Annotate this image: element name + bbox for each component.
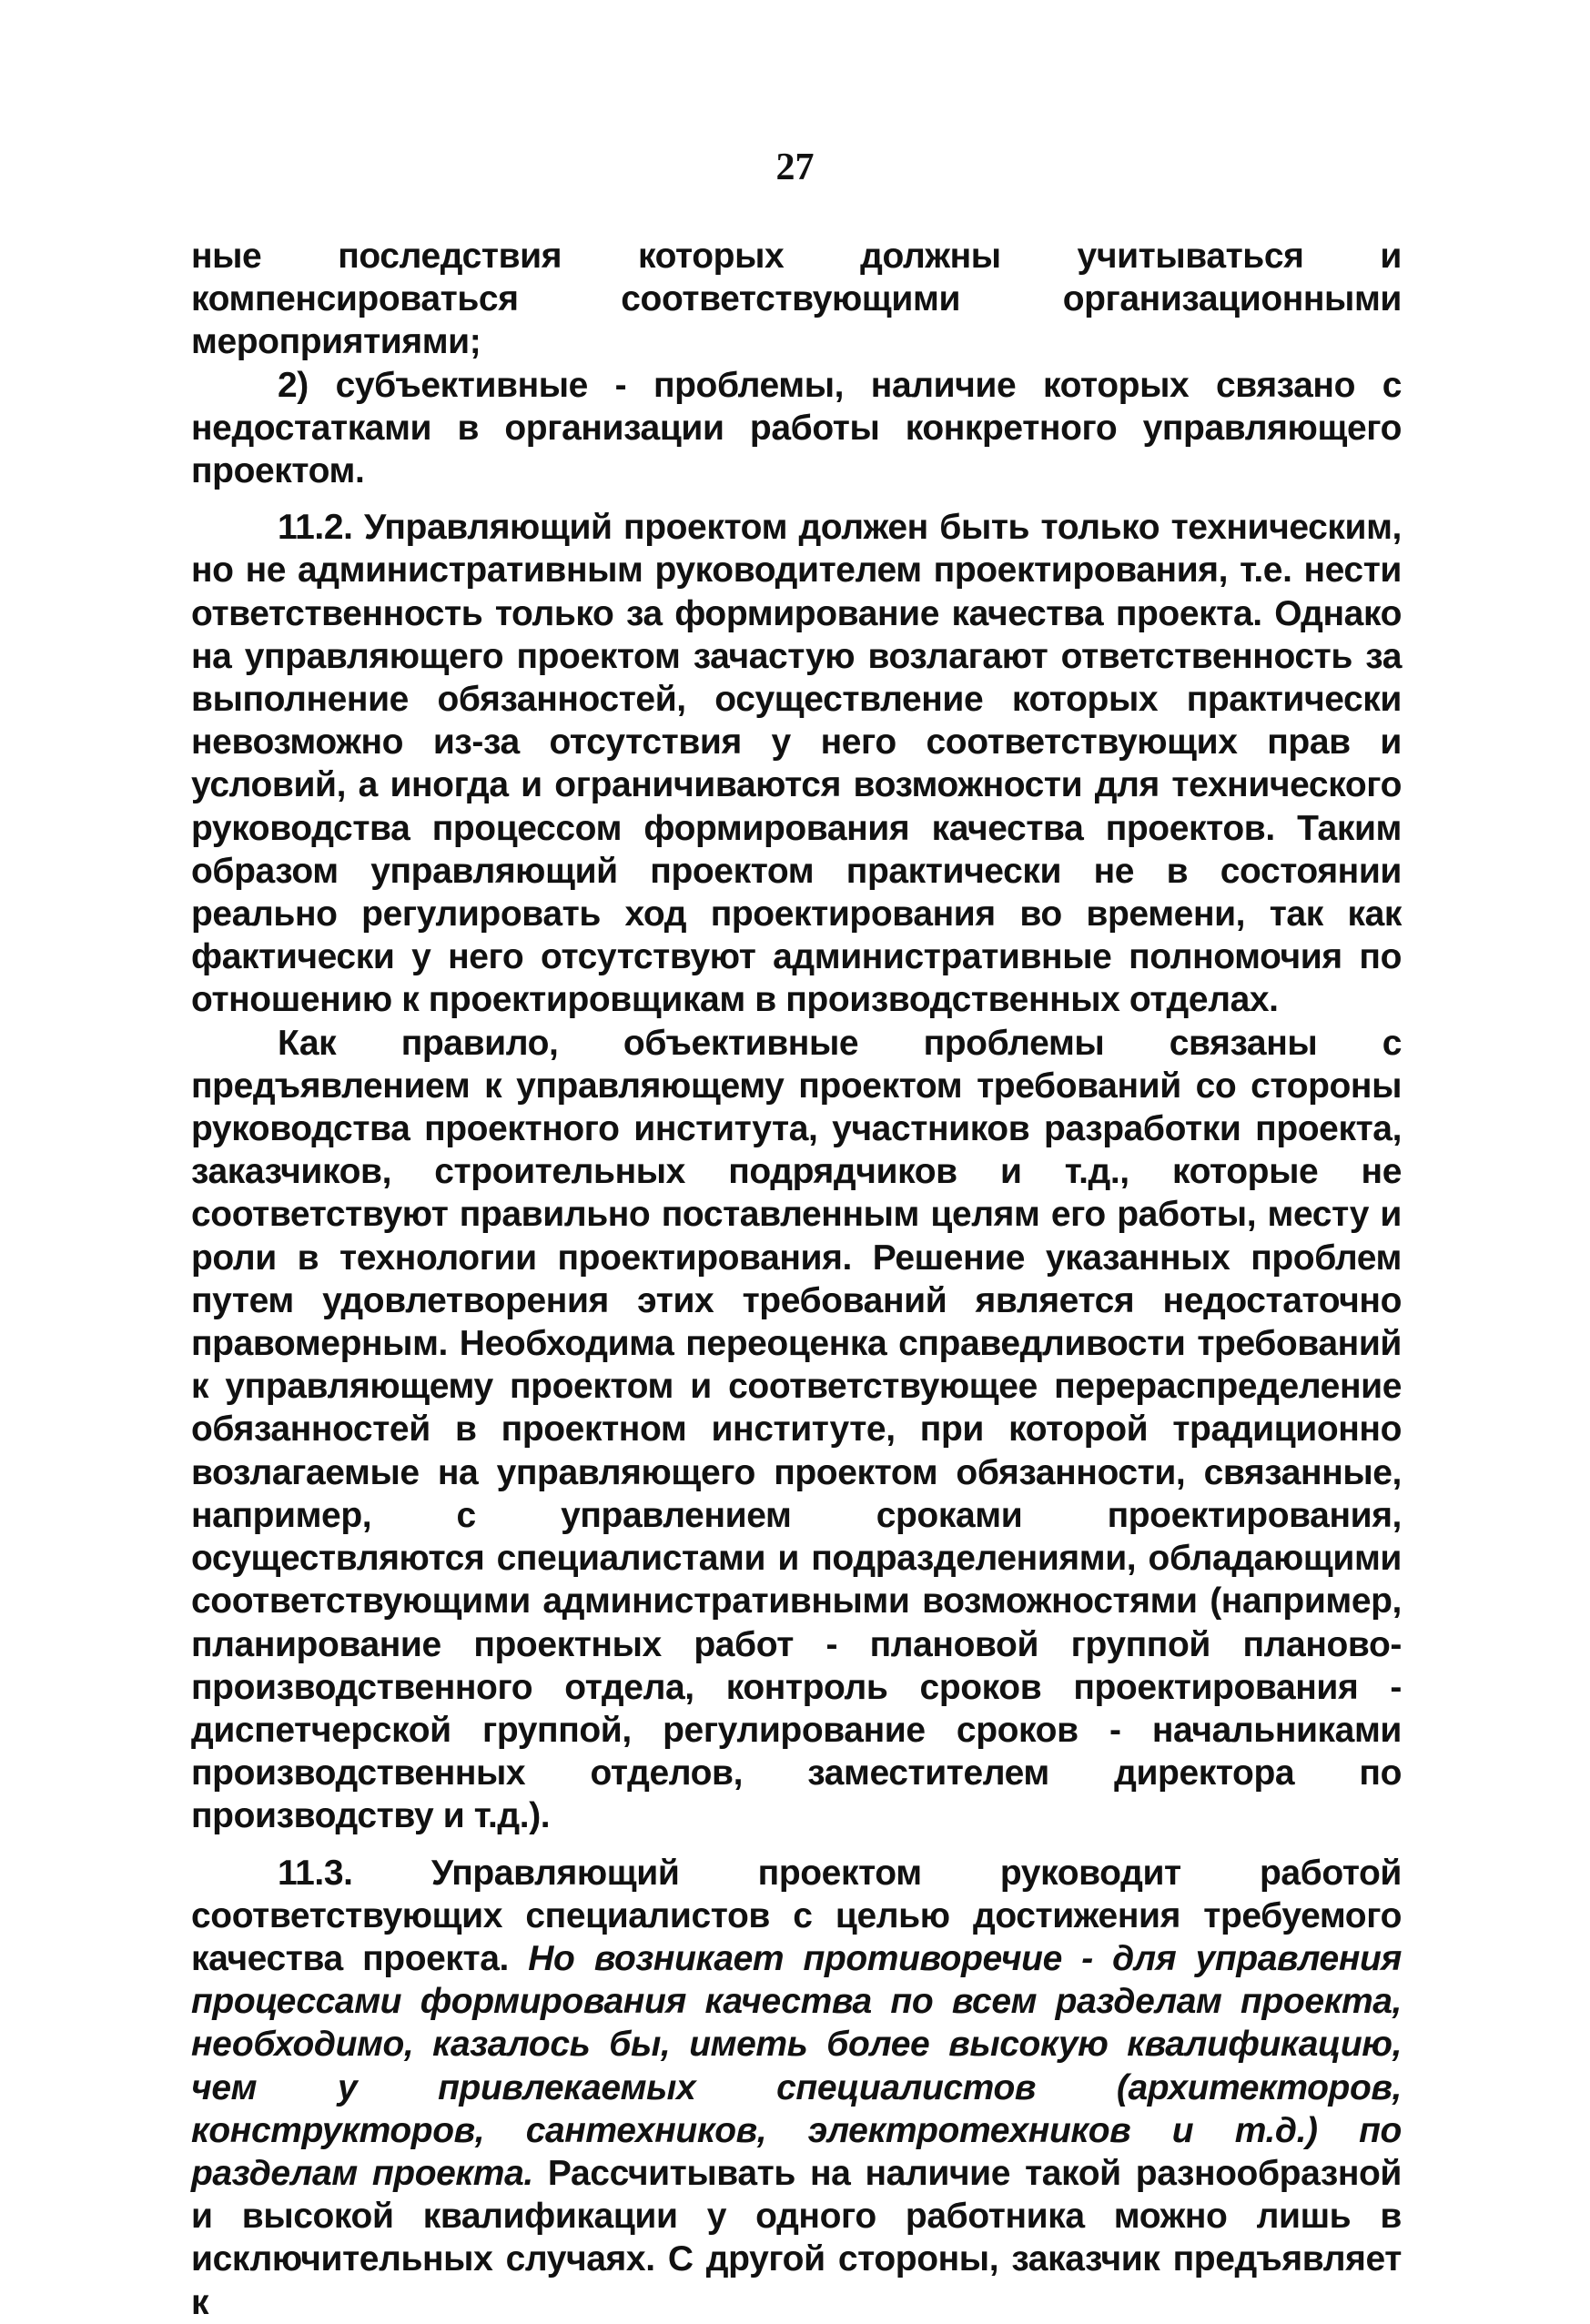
section-11-3-text-end: Рассчитывать на наличие такой разнообразной и высокой квалификации у одного работника можно лишь в исключительных случаях. С другой стороны, заказчик предъявляет к bbox=[191, 2153, 1402, 2322]
document-body bbox=[191, 235, 1402, 2324]
paragraph-continuation: ные последствия которых должны учитываться и компенсироваться соответствующими организационными мероприятиями; bbox=[191, 237, 1402, 362]
section-11-3-contradiction: Но возникает противоречие - для управления процессами формирования качества по всем разделам проекта, необходимо, казалось бы, иметь более высокую квалификацию, чем у привлекаемых специалистов (архитекторов, конструкторов, сантехников, электротехников и т.д.) по разделам проекта. bbox=[191, 1938, 1402, 2193]
page-number: 27 bbox=[775, 147, 815, 188]
paragraph-objective-problems: Как правило, объективные проблемы связаны с предъявлением к управляющему проектом требований со стороны руководства проектного института, участников разработки проекта, заказчиков, строительных подрядчиков и т.д., которые не соответствуют правильно поставленным целям его работы, месту и роли в технологии проектирования. Решение указанных проблем путем удовлетворения этих требований является недостаточно правомерным. Необходима переоценка справедливости требований к управляющему проектом и соответствующее перераспределение обязанностей в проектном институте, при которой традиционно возлагаемые на управляющего проектом обязанности, связанные, например, с управлением сроками проектирования, осуществляются специалистами и подразделениями, обладающими соответствующими административными возможностями (например, планирование проектных работ - плановой группой планово-производственного отдела, контроль сроков проектирования - диспетчерской группой, регулирование сроков - начальниками производственных отделов, заместителем директора по производству и т.д.). bbox=[191, 1023, 1402, 1836]
paragraph-section-11-2: 11.2. Управляющий проектом должен быть только техническим, но не административным руководителем проектирования, т.е. нести ответственность только за формирование качества проекта. Однако на управляющего проектом зачастую возлагают ответственность за выполнение обязанностей, осуществление которых практически невозможно из-за отсутствия у него соответствующих прав и условий, а иногда и ограничиваются возможности для технического руководства процессом формирования качества проектов. Таким образом управляющий проектом практически не в состоянии реально регулировать ход проектирования во времени, так как фактически у него отсутствуют административные полномочия по отношению к проектировщикам в производственных отделах. bbox=[191, 508, 1402, 1020]
section-11-3-text-start: 11.3. Управляющий проектом руководит работой соответствующих специалистов с целью достижения требуемого качества проекта. bbox=[191, 1853, 1402, 1978]
paragraph-subjective-problems: 2) субъективные - проблемы, наличие которых связано с недостатками в организации работы конкретного управляющего проектом. bbox=[191, 365, 1402, 491]
paragraph-section-11-3 bbox=[191, 1852, 1402, 2324]
